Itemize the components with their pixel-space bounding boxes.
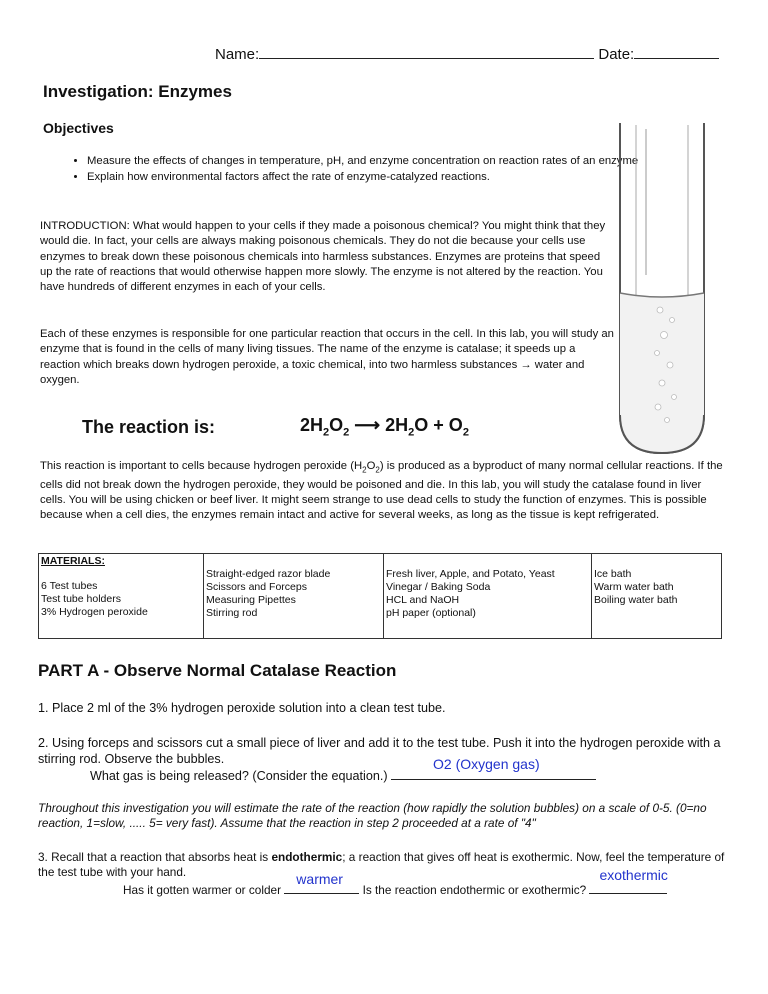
list-item: • Measure the effects of changes in temperature, pH, and enzyme concentration on reaction rates of an enzyme xyxy=(87,154,647,168)
date-label: Date: xyxy=(598,46,635,63)
introduction-paragraph: INTRODUCTION: What would happen to your cells if they made a poisonous chemical? You might think that they would die. In fact, your cells are always making poisonous chemicals. They do not die because your cells use enzymes to break down these poisonous chemicals into harmless substances. Enzymes are proteins that speed up the rate of reactions that would otherwise happen more slowly. The enzyme is not altered by the reaction. You have hundreds of different enzymes in each of your cells. xyxy=(40,220,606,294)
name-label: Name: xyxy=(215,46,260,63)
step-3: 3. Recall that a reaction that absorbs heat is endothermic; a reaction that gives off heat is exothermic. Now, feel the temperature of the test tube with your hand. xyxy=(38,850,725,879)
objectives-list xyxy=(38,154,647,186)
materials-heading: MATERIALS: xyxy=(41,555,105,567)
step-2-question: What gas is being released? (Consider the equation.) O2 (Oxygen gas) xyxy=(90,767,596,783)
list-item: • Explain how environmental factors affect the rate of enzyme-catalyzed reactions. xyxy=(87,170,647,184)
name-date-header xyxy=(215,44,719,63)
materials-cell: MATERIALS: 6 Test tubes Test tube holders 3% Hydrogen peroxide xyxy=(39,554,204,639)
page-title: Investigation: Enzymes xyxy=(43,82,232,101)
step-2: 2. Using forceps and scissors cut a small piece of liver and add it to the test tube. Push it into the hydrogen peroxide with a stirring rod. Observe the bubbles. xyxy=(38,736,721,766)
materials-cell: Straight-edged razor blade Scissors and Forceps Measuring Pipettes Stirring rod xyxy=(204,554,384,639)
test-tube-illustration xyxy=(612,115,722,460)
gas-answer: O2 (Oxygen gas) xyxy=(433,756,540,772)
materials-table xyxy=(38,553,722,639)
objectives-heading: Objectives xyxy=(43,120,114,136)
exothermic-answer: exothermic xyxy=(599,867,668,883)
reaction-label: The reaction is: xyxy=(82,417,216,437)
table-row xyxy=(39,554,722,639)
part-a-heading: PART A - Observe Normal Catalase Reaction xyxy=(38,661,397,680)
rate-scale-note: Throughout this investigation you will estimate the rate of the reaction (how rapidly the solution bubbles) on a scale of 0-5. (0=no reaction, 1=slow, ..... 5= very fast). Assume that the reaction in step 2 proceeded at a rate of "4" xyxy=(38,801,707,830)
warmer-answer: warmer xyxy=(296,871,343,887)
date-field[interactable] xyxy=(634,44,719,59)
catalase-paragraph: Each of these enzymes is responsible for one particular reaction that occurs in the cell. In this lab, you will study an enzyme that is found in the cells of many living tissues. The name of the enzyme is catalase; it speeds up a reaction which breaks down hydrogen peroxide, a toxic chemical, into two harmless substances → water and oxygen. xyxy=(40,328,614,386)
arrow-icon: ⟶ xyxy=(354,415,381,435)
step-1: 1. Place 2 ml of the 3% hydrogen peroxide solution into a clean test tube. xyxy=(38,701,446,715)
reaction-equation: $2H_2O_2$ ⟶ $2H_2O + O_2$ xyxy=(300,415,469,439)
name-field[interactable] xyxy=(259,44,594,59)
importance-paragraph: This reaction is important to cells because hydrogen peroxide $(H_2O_2)$ is produced as a byproduct of many normal cellular reactions. If the cells did not break down the hydrogen peroxide, they would be poisoned and die. In this lab, you will study the catalase found in liver cells. You will be using chicken or beef liver. It might seem strange to use dead cells to study the function of enzymes. This is possible because when a cell dies, the enzymes remain intact and active for several weeks, as long as the tissue is kept refrigerated. xyxy=(40,460,723,522)
step-3-questions: Has it gotten warmer or colder warmer Is the reaction endothermic or exothermic? exothermic xyxy=(123,867,668,897)
materials-cell: Ice bath Warm water bath Boiling water bath xyxy=(592,554,722,639)
materials-cell: Fresh liver, Apple, and Potato, Yeast Vinegar / Baking Soda HCL and NaOH pH paper (optional) xyxy=(384,554,592,639)
